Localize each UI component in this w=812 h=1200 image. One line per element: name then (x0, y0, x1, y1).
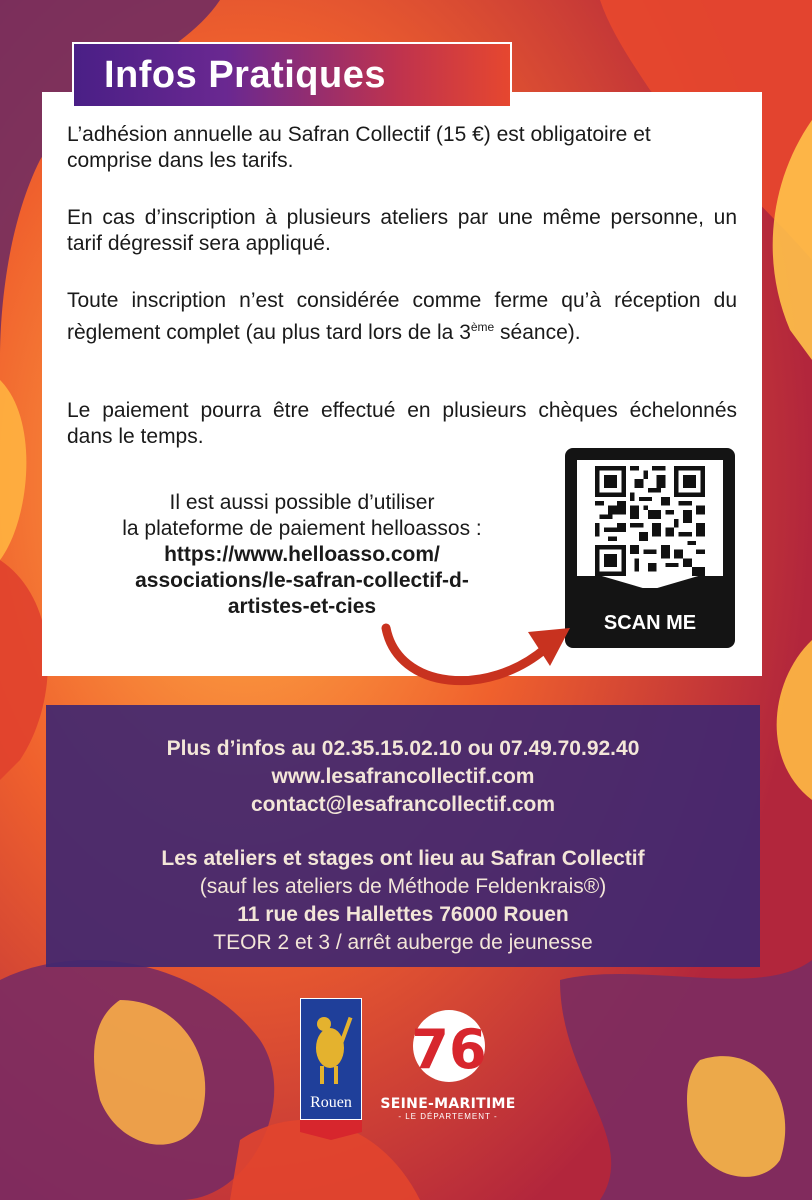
payment-paragraph: Le paiement pourra être effectué en plusieurs chèques échelonnés dans le temps. (67, 399, 737, 448)
helloasso-link[interactable]: https://www.helloasso.com/ associations/le-safran-collectif-d- artistes-et-cies (135, 543, 469, 618)
arrow-icon (378, 610, 578, 700)
qr-code-card[interactable] (565, 448, 735, 648)
helloasso-line1: Il est aussi possible d’utiliser (169, 491, 435, 514)
discount-paragraph: En cas d’inscription à plusieurs ateliers par une même personne, un tarif dégressif sera appliqué. (67, 206, 737, 255)
transport-text: TEOR 2 et 3 / arrêt auberge de jeunesse (213, 931, 593, 954)
scan-me-label: SCAN ME (603, 612, 697, 634)
seine-maritime-logo (394, 1002, 504, 1120)
contact-info-panel (46, 705, 760, 967)
page-title: Infos Pratiques (104, 53, 386, 96)
dept-name: SEINE-MARITIME (380, 1096, 516, 1112)
rouen-logo (300, 998, 362, 1140)
dept-sub: - LE DÉPARTEMENT - (398, 1112, 498, 1121)
helloasso-line2: la plateforme de paiement helloassos : (122, 517, 482, 540)
website-link[interactable]: www.lesafrancollectif.com (271, 765, 535, 788)
qr-code-icon (595, 466, 705, 576)
registration-paragraph: Toute inscription n’est considérée comme ferme qu’à réception du règlement complet (au plus tard lors de la 3ème séance). (67, 289, 737, 344)
phone-numbers: Plus d’infos au 02.35.15.02.10 ou 07.49.70.92.40 (166, 737, 640, 760)
title-banner (72, 42, 512, 108)
dept-number: 76 (411, 1018, 487, 1081)
exception-text: (sauf les ateliers de Méthode Feldenkrais®) (199, 875, 607, 898)
venue-text: Les ateliers et stages ont lieu au Safran Collectif (161, 847, 645, 870)
membership-paragraph: L’adhésion annuelle au Safran Collectif (15 €) est obligatoire et comprise dans les tarifs. (67, 123, 651, 172)
rouen-label: Rouen (310, 1094, 352, 1111)
helloasso-info (62, 490, 542, 620)
address-text: 11 rue des Hallettes 76000 Rouen (237, 903, 569, 926)
email-link[interactable]: contact@lesafrancollectif.com (250, 793, 556, 816)
